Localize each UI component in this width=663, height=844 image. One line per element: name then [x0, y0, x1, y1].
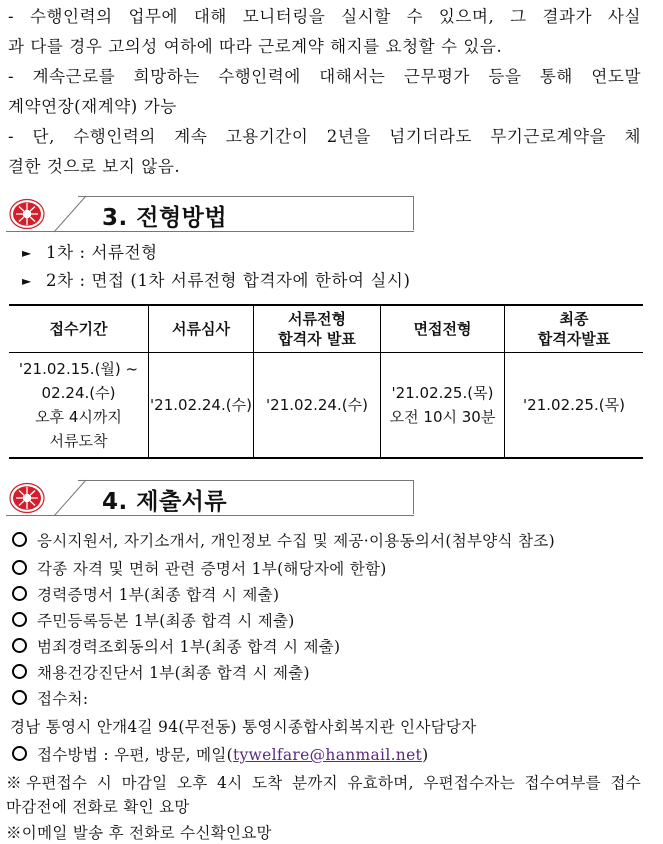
note-line: 마감전에 전화로 확인 요망	[6, 798, 190, 816]
circle-bullet-icon	[12, 560, 27, 575]
step-item	[22, 270, 411, 292]
step-label: 1차 : 서류전형	[46, 243, 158, 262]
arrow-right-icon: ►	[22, 246, 32, 260]
document-item	[12, 688, 88, 710]
table-cell: '21.02.15.(월) ~ 02.24.(수) 오후 4시까지 서류도착	[9, 353, 149, 459]
header-cell: 면접전형	[381, 305, 505, 353]
intro-line-4: 계약연장(재계약) 가능	[8, 97, 177, 116]
document-label: 경력증명서 1부(최종 합격 시 제출)	[37, 586, 280, 604]
table-cell: '21.02.24.(수)	[254, 353, 381, 459]
method-suffix: )	[422, 746, 429, 764]
email-link[interactable]: tywelfare@hanmail.net	[232, 746, 423, 764]
header-slash-decoration	[48, 194, 88, 234]
circle-bullet-icon	[12, 612, 27, 627]
section3-header	[6, 196, 414, 236]
section3-title: 3. 전형방법	[102, 205, 228, 231]
document-label: 주민등록등본 1부(최종 합격 시 제출)	[37, 612, 295, 630]
reception-address: 경남 통영시 안개4길 94(무전동) 통영시종합사회복지관 인사담당자	[10, 718, 477, 736]
circle-bullet-icon	[12, 586, 27, 601]
header-cell: 서류심사	[149, 305, 254, 353]
document-item	[12, 610, 295, 632]
document-item	[12, 558, 387, 580]
section4-title: 4. 제출서류	[102, 489, 228, 515]
header-cell: 서류전형 합격자 발표	[254, 305, 381, 353]
document-label: 접수처:	[37, 690, 89, 708]
section4-header	[6, 480, 414, 520]
caritas-cross-icon	[8, 198, 46, 230]
document-label: 각종 자격 및 면허 관련 증명서 1부(해당자에 한함)	[37, 560, 387, 578]
document-label: 범죄경력조회동의서 1부(최종 합격 시 제출)	[37, 638, 341, 656]
table-row	[9, 353, 643, 459]
intro-line-5: - 단, 수행인력의 계속 고용기간이 2년을 넘기더라도 무기근로계약을 체	[8, 127, 641, 146]
circle-bullet-icon	[12, 746, 27, 761]
intro-line-2: 과 다를 경우 고의성 여하에 따라 근로계약 해지를 요청할 수 있음.	[8, 37, 503, 56]
schedule-table	[9, 304, 643, 459]
circle-bullet-icon	[12, 532, 27, 547]
submission-method	[12, 744, 428, 766]
document-label: 채용건강진단서 1부(최종 합격 시 제출)	[37, 664, 310, 682]
note-line: ※우편접수 시 마감일 오후 4시 도착 분까지 유효하며, 우편접수자는 접수여부를 접수	[6, 774, 641, 792]
document-label: 응시지원서, 자기소개서, 개인정보 수집 및 제공·이용동의서(첨부양식 참조)	[37, 532, 555, 550]
table-cell: '21.02.25.(목) 오전 10시 30분	[381, 353, 505, 459]
intro-line-6: 결한 것으로 보지 않음.	[8, 157, 181, 176]
document-item	[12, 584, 279, 606]
header-cell: 접수기간	[9, 305, 149, 353]
arrow-right-icon: ►	[22, 274, 32, 288]
circle-bullet-icon	[12, 690, 27, 705]
step-label: 2차 : 면접 (1차 서류전형 합격자에 한하여 실시)	[46, 271, 411, 290]
circle-bullet-icon	[12, 664, 27, 679]
document-item	[12, 530, 555, 552]
circle-bullet-icon	[12, 638, 27, 653]
table-header-row	[9, 305, 643, 353]
method-label: 접수방법 : 우편, 방문, 메일(	[37, 746, 233, 764]
header-cell: 최종 합격자발표	[505, 305, 644, 353]
note-line: ※이메일 발송 후 전화로 수신확인요망	[6, 824, 272, 842]
header-slash-decoration	[48, 478, 88, 518]
caritas-cross-icon	[8, 482, 46, 514]
intro-line-1: - 수행인력의 업무에 대해 모니터링을 실시할 수 있으며, 그 결과가 사실	[8, 7, 641, 26]
table-cell: '21.02.24.(수)	[149, 353, 254, 459]
document-item	[12, 662, 310, 684]
document-item	[12, 636, 340, 658]
intro-line-3: - 계속근로를 희망하는 수행인력에 대해서는 근무평가 등을 통해 연도말	[8, 67, 641, 86]
step-item	[22, 242, 158, 264]
table-cell: '21.02.25.(목)	[505, 353, 644, 459]
